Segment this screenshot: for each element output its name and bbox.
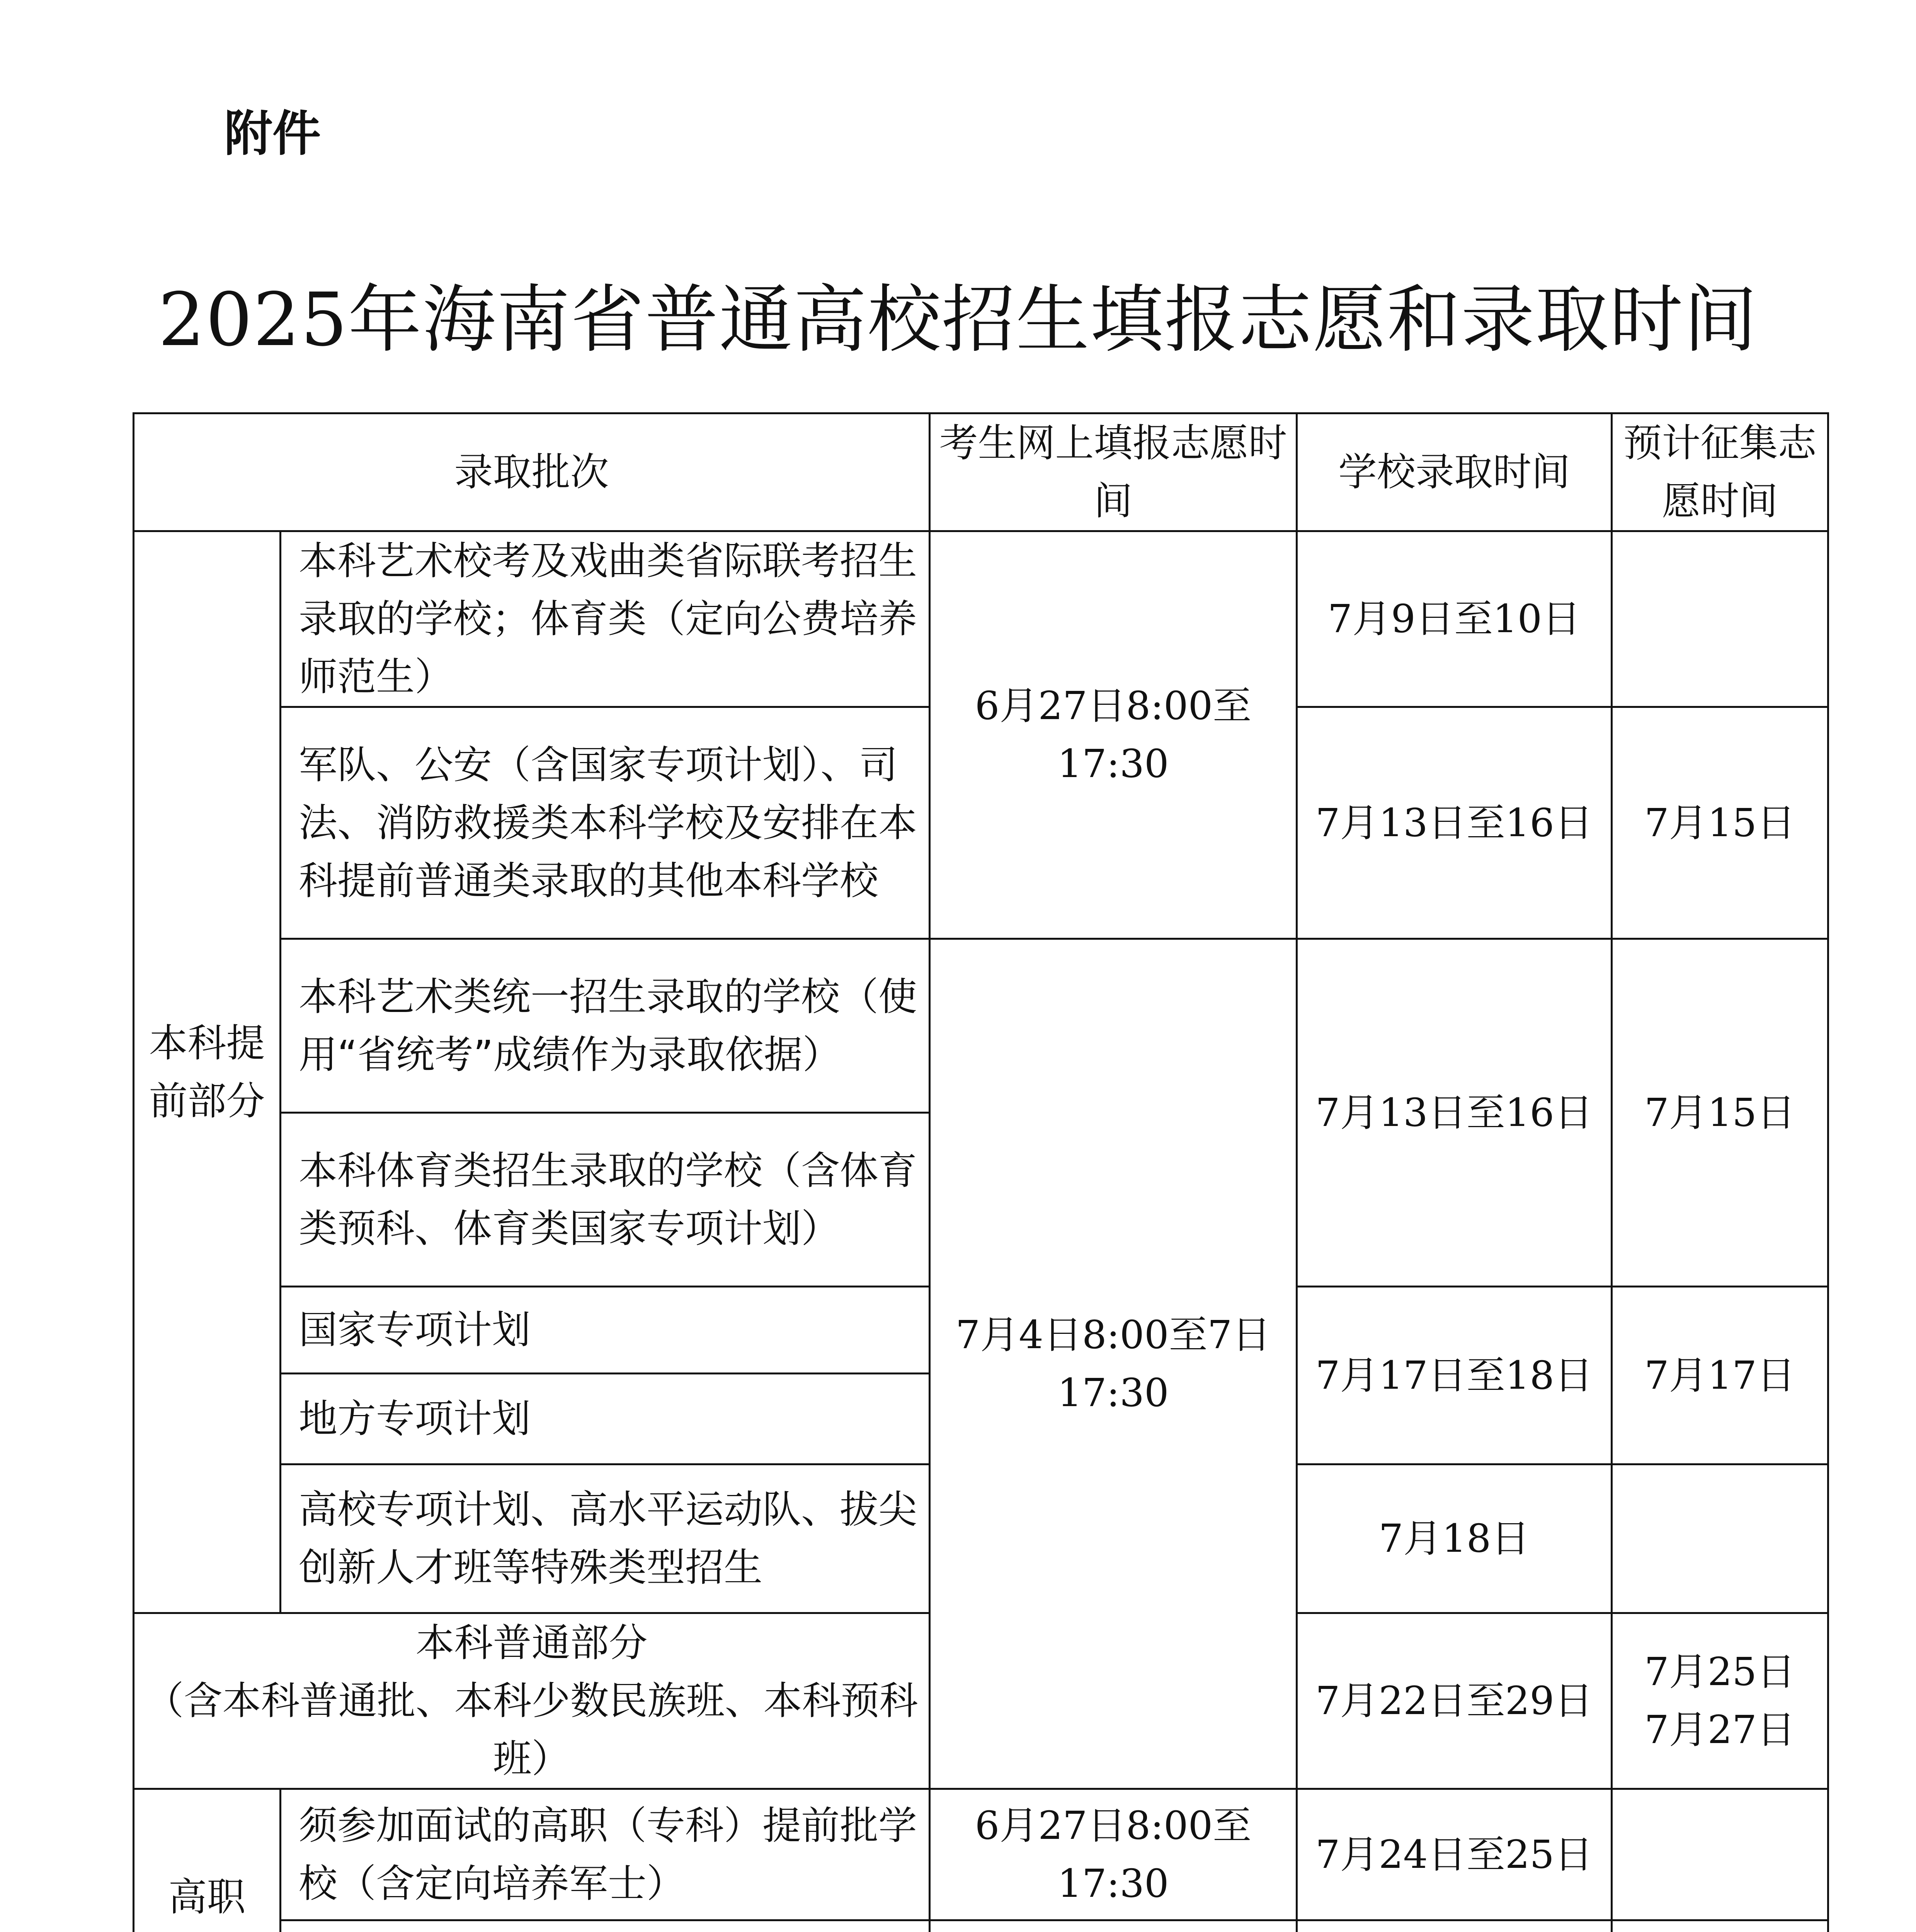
table-row [134, 1920, 1828, 1932]
batch-name: 地方专项计划 [281, 1374, 930, 1464]
table-row [134, 531, 1828, 707]
admission-time: 7月22日至29日 [1297, 1613, 1612, 1789]
solicit-time [1612, 1920, 1828, 1932]
page-title: 2025年海南省普通高校招生填报志愿和录取时间 [158, 277, 1758, 362]
batch-name: 本科艺术类统一招生录取的学校（使用“省统考”成绩作为录取依据） [281, 939, 930, 1113]
solicit-time [1612, 1464, 1828, 1613]
header-row [134, 413, 1828, 531]
admission-time: 7月24日至25日 [1297, 1789, 1612, 1920]
header-online-time: 考生网上填报志愿时间 [930, 413, 1297, 531]
admission-time: 7月13日至16日 [1297, 939, 1612, 1287]
admission-time: 7月18日 [1297, 1464, 1612, 1613]
online-time: 6月27日8:00至17:30 [930, 531, 1297, 939]
admission-time: 7月9日至10日 [1297, 531, 1612, 707]
online-time: 6月27日8:00至17:30 [930, 1789, 1297, 1920]
solicit-time: 7月15日 [1612, 939, 1828, 1287]
header-admission-time: 学校录取时间 [1297, 413, 1612, 531]
solicit-time: 7月15日 [1612, 707, 1828, 939]
online-time [930, 1920, 1297, 1932]
solicit-time [1612, 1789, 1828, 1920]
group-bk-normal-note: （含本科普通批、本科少数民族班、本科预科班） [145, 1678, 918, 1781]
group-gz: 高职 [134, 1789, 281, 1932]
group-bk-front: 本科提前部分 [134, 531, 281, 1613]
group-bk-normal-title: 本科普通部分 [415, 1620, 648, 1665]
batch-name: 国家专项计划 [281, 1287, 930, 1374]
table-row [134, 939, 1828, 1113]
online-time: 7月4日8:00至7日17:30 [930, 939, 1297, 1789]
schedule-table [133, 412, 1829, 1932]
header-solicit-time: 预计征集志愿时间 [1612, 413, 1828, 531]
group-bk-normal [134, 1613, 930, 1789]
batch-name: 本科体育类招生录取的学校（含体育类预科、体育类国家专项计划） [281, 1113, 930, 1287]
attachment-label: 附件 [224, 106, 321, 162]
batch-name: 本科艺术校考及戏曲类省际联考招生录取的学校；体育类（定向公费培养师范生） [281, 531, 930, 707]
solicit-time: 7月17日 [1612, 1287, 1828, 1464]
admission-time: 7月17日至18日 [1297, 1287, 1612, 1464]
solicit-time [1612, 531, 1828, 707]
table-row [134, 1789, 1828, 1920]
header-batch: 录取批次 [134, 413, 930, 531]
batch-name: 高校专项计划、高水平运动队、拔尖创新人才班等特殊类型招生 [281, 1464, 930, 1613]
batch-name: 军队、公安（含国家专项计划）、司法、消防救援类本科学校及安排在本科提前普通类录取的其他本科学校 [281, 707, 930, 939]
solicit-time [1612, 1613, 1828, 1789]
solicit-time-first: 7月25日 [1644, 1649, 1795, 1694]
admission-time [1297, 1920, 1612, 1932]
solicit-time-second: 7月27日 [1644, 1707, 1795, 1752]
admission-time: 7月13日至16日 [1297, 707, 1612, 939]
batch-name [281, 1920, 930, 1932]
batch-name: 须参加面试的高职（专科）提前批学校（含定向培养军士） [281, 1789, 930, 1920]
